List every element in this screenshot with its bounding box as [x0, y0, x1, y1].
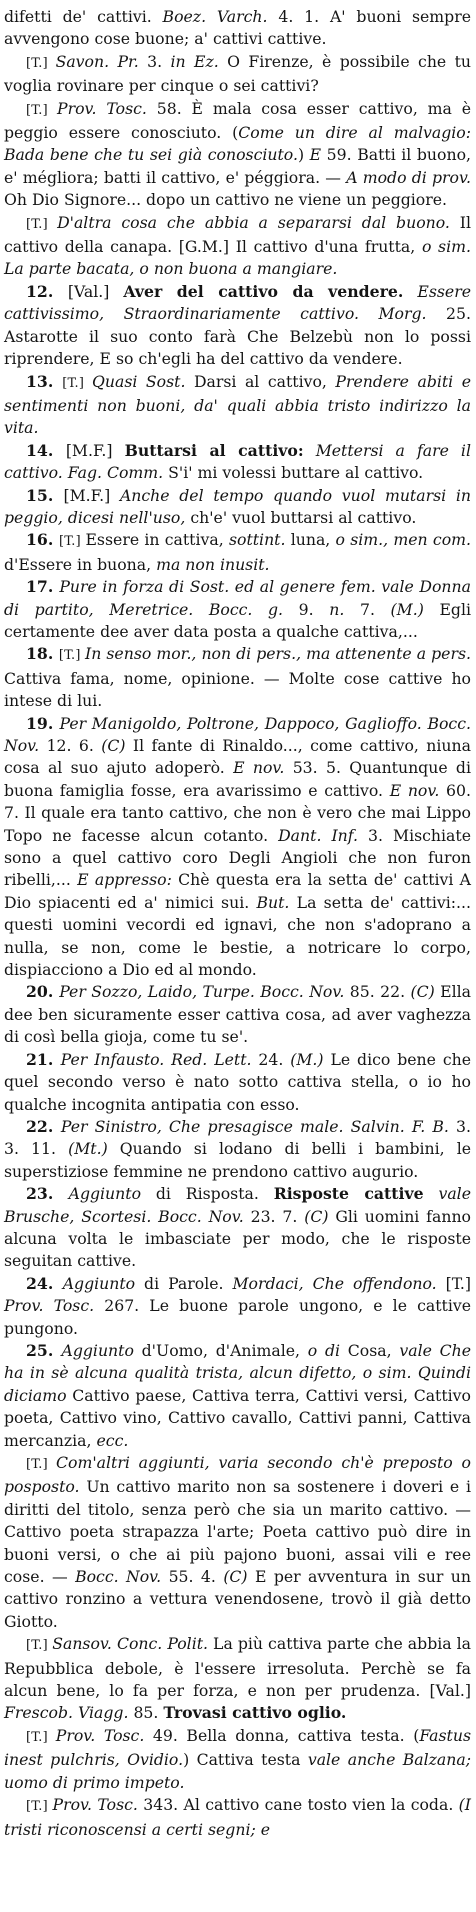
italic-text: Aggiunto	[68, 1184, 142, 1204]
body-text: 9.	[283, 599, 330, 619]
body-text: Oh Dio Signore... dopo un cattivo ne viene un peggiore.	[4, 190, 448, 210]
paragraph-s23	[4, 1183, 471, 1273]
headword-text: 22.	[26, 1116, 61, 1136]
italic-text: Aggiunto	[62, 1273, 136, 1293]
body-text: [T.]	[26, 216, 58, 232]
headword-text: 16.	[26, 530, 60, 550]
italic-text: Mordaci, Che offendono.	[232, 1273, 437, 1293]
body-text: 59. Batti il buono, e' mégliora; batti il cattivo, e' péggiora. —	[4, 145, 472, 187]
italic-text: Savon. Pr.	[55, 51, 139, 71]
body-text: 24.	[251, 1049, 291, 1069]
italic-text: (M.)	[290, 1049, 324, 1069]
italic-text: Pure in forza di Sost. ed al genere fem. vale Donna di partito, Meretrice. Bocc. g.	[4, 577, 471, 619]
body-text: Il cattivo della canapa. [G.M.] Il cattivo d'una frutta,	[4, 212, 472, 257]
body-text: [T.]	[26, 1457, 57, 1472]
paragraph-cont-1	[4, 6, 471, 51]
body-text: S'i' mi volessi buttare al cattivo.	[163, 463, 424, 483]
body-text: Il fante di Rinaldo..., come cattivo, niuna cosa al suo ajuto adoperò.	[4, 736, 471, 778]
italic-text: Prov. Tosc.	[55, 1725, 145, 1745]
paragraph-s22	[4, 1116, 471, 1183]
body-text: O Firenze, è possibile che tu voglia rovinare per cinque o sei cattivi?	[4, 51, 471, 96]
body-text: Chè questa era la setta de' cattivi A Dio spiacenti ed a' nimici sui.	[4, 870, 472, 912]
italic-text: (C)	[410, 982, 435, 1002]
body-text: 85.	[128, 1703, 164, 1723]
italic-text: (C)	[304, 1206, 329, 1226]
body-text: [T.]	[58, 648, 86, 664]
body-text	[424, 1184, 439, 1203]
paragraph-s24	[4, 1273, 471, 1340]
headword-text: Aver del cattivo da vendere.	[123, 281, 404, 301]
paragraph-cont-2	[4, 51, 471, 98]
italic-text: Aggiunto	[61, 1340, 134, 1360]
body-text: [Val.]	[67, 281, 124, 301]
italic-text: Come un dire al malvagio: Bada bene che tu sei già conosciuto.	[4, 123, 471, 165]
italic-text: Boez. Varch.	[162, 7, 268, 26]
italic-text: in Ez.	[170, 51, 219, 71]
headword-text: 14.	[26, 440, 66, 460]
italic-text: n.	[329, 599, 345, 619]
body-text: [T.]	[26, 1799, 53, 1815]
body-text: difetti de' cattivi.	[4, 7, 163, 26]
body-text: [T.]	[436, 1273, 471, 1293]
paragraph-s14	[4, 440, 471, 485]
body-text: 3. 3. 11.	[4, 1116, 471, 1159]
body-text: E per avventura in sur un cattivo ronzino a vettura venendosene, trovò il già detto Giotto.	[4, 1567, 471, 1631]
italic-text: Prov. Tosc.	[52, 1795, 138, 1815]
headword-text: 18.	[26, 644, 59, 664]
body-text: 12. 6.	[39, 736, 102, 755]
italic-text: Com'altri aggiunti, varia secondo ch'è preposto o posposto.	[4, 1453, 471, 1497]
body-text: )	[297, 145, 310, 165]
italic-text: (I tristi riconoscensi a certi segni; e	[4, 1795, 471, 1839]
body-text: 7.	[344, 599, 391, 619]
paragraph-s25	[4, 1340, 471, 1452]
italic-text: D'altra cosa che abbia a separarsi dal buono.	[57, 212, 450, 232]
paragraph-s21	[4, 1049, 471, 1116]
headword-text: 13.	[26, 371, 63, 391]
body-text: [T.]	[26, 55, 56, 71]
body-text: d'Essere in buona,	[4, 554, 157, 574]
italic-text: In senso mor., non di pers., ma attenente a pers.	[85, 644, 471, 664]
body-text: 23. 7.	[243, 1206, 305, 1226]
paragraph-s25-c	[4, 1633, 471, 1725]
italic-text: Quasi Sost.	[92, 371, 186, 391]
italic-text: o di	[307, 1340, 341, 1360]
body-text: La setta de' cattivi:... questi uomini vecordi ed ignavi, che non s'adoprano a nulla, se non, come le bestie, a notricare lo corpo, dispiacciono a Dio ed al mondo.	[4, 892, 471, 980]
italic-text: (Mt.)	[68, 1139, 108, 1159]
body-text: Gli uomini fanno alcuna volta le imbasciate per modo, che le risposte seguitan cattive.	[4, 1206, 471, 1271]
italic-text: o sim., men com.	[335, 530, 471, 550]
paragraph-s15	[4, 485, 471, 530]
body-text: [M.F.]	[63, 485, 120, 505]
italic-text: Fastus inest pulchris, Ovidio.	[4, 1725, 472, 1770]
paragraph-s12	[4, 281, 471, 371]
body-text: ) Cattiva testa	[183, 1750, 308, 1770]
italic-text: Per Infausto. Red. Lett.	[60, 1049, 252, 1069]
italic-text: (M.)	[390, 599, 424, 619]
paragraph-s25-e	[4, 1794, 471, 1841]
headword-text: 12.	[26, 281, 68, 301]
italic-text: Prov. Tosc.	[4, 1296, 95, 1316]
italic-text: But.	[256, 892, 290, 912]
body-text: Cattiva fama, nome, opinione. — Molte cose cattive ho intese di lui.	[4, 668, 471, 711]
dictionary-entry-cattivo	[4, 6, 471, 1841]
paragraph-s25-d	[4, 1725, 471, 1794]
headword-text: Trovasi cattivo oglio.	[163, 1703, 347, 1723]
body-text: d'Uomo, d'Animale,	[133, 1340, 308, 1360]
headword-text: 21.	[26, 1049, 61, 1069]
body-text: 49. Bella donna, cattiva testa. (	[144, 1725, 420, 1745]
body-text: 60. 7. Il quale era tanto cattivo, che non è vero che mai Lippo Topo ne facesse alcun cotanto.	[4, 780, 472, 845]
italic-text: E appresso:	[77, 870, 172, 890]
body-text: Cosa,	[340, 1340, 400, 1360]
italic-text: ecc.	[96, 1430, 129, 1450]
italic-text: Mettersi a fare il cattivo. Fag. Comm.	[4, 440, 471, 483]
italic-text: E nov.	[389, 780, 440, 800]
body-text: Le dico bene che quel secondo verso è nato sotto cattiva stella, o io ho qualche incognita antipatia con esso.	[4, 1049, 472, 1114]
body-text: Egli certamente dee aver data posta a qualche cattiva,...	[4, 599, 471, 641]
body-text: 3.	[138, 51, 171, 71]
body-text: Quando si lodano di belli i bambini, le superstiziose femmine ne prendono cattivo augurio.	[4, 1139, 472, 1181]
body-text: 3. Mischiate sono a quel cattivo coro Degli Angioli che non furon ribelli,...	[4, 825, 471, 890]
headword-text: 25.	[26, 1340, 62, 1360]
body-text: [T.]	[62, 375, 92, 391]
body-text: 343. Al cattivo cane tosto vien la coda.	[137, 1795, 459, 1815]
headword-text: 15.	[26, 485, 64, 505]
italic-text: Frescob. Viagg.	[4, 1703, 129, 1723]
body-text: Ella dee ben sicuramente esser cattiva cosa, ad aver vaghezza di così bella gioja, come tu se'.	[4, 982, 471, 1047]
italic-text: E	[309, 145, 322, 165]
italic-text: (C)	[223, 1567, 248, 1587]
body-text: 25. Astarotte il suo conto farà Che Belzebù non lo possi riprendere, E so ch'egli ha del cattivo da vendere.	[4, 304, 471, 369]
italic-text: Essere cattivissimo, Straordinariamente cattivo. Morg.	[4, 281, 471, 324]
body-text: [T.]	[59, 534, 86, 550]
body-text: Darsi al cattivo,	[185, 371, 336, 391]
italic-text: Prendere abiti e sentimenti non buoni, da' quali abbia tristo indirizzo la vita.	[4, 371, 471, 438]
italic-text: o sim. La parte bacata, o non buona a mangiare.	[4, 237, 471, 279]
headword-text: 24.	[26, 1273, 63, 1293]
headword-text: Risposte cattive	[273, 1184, 424, 1204]
italic-text: Per Manigoldo, Poltrone, Dappoco, Gaglioffo. Bocc. Nov.	[4, 713, 471, 755]
headword-text: 23.	[26, 1184, 69, 1204]
body-text: [T.]	[26, 1638, 53, 1654]
body-text	[304, 441, 316, 460]
headword-text: 19.	[26, 713, 60, 733]
italic-text: ma non inusit.	[156, 554, 270, 574]
paragraph-cont-3	[4, 98, 471, 212]
body-text: 267. Le buone parole ungono, e le cattive pungono.	[4, 1296, 472, 1338]
body-text: [T.]	[26, 1729, 56, 1745]
italic-text: Prov. Tosc.	[57, 98, 147, 118]
italic-text: sottint.	[228, 530, 286, 550]
body-text: 58. È mala cosa esser cattivo, ma è peggio essere conosciuto. (	[4, 98, 472, 143]
paragraph-s13	[4, 371, 471, 440]
body-text: 53. 5. Quantunque di buona famiglia fosse, era avarissimo e cattivo.	[4, 758, 471, 800]
italic-text: A modo di prov.	[346, 167, 471, 187]
paragraph-cont-4	[4, 212, 471, 281]
body-text: Cattivo paese, Cattiva terra, Cattivi versi, Cattivo poeta, Cattivo vino, Cattivo cavallo, Cattivi panni, Cattiva mercanzia,	[4, 1385, 471, 1450]
paragraph-s18	[4, 643, 471, 712]
italic-text: (C)	[101, 736, 126, 755]
italic-text: vale Brusche, Scortesi. Bocc. Nov.	[4, 1184, 471, 1226]
body-text: [T.]	[26, 102, 58, 118]
italic-text: Dant. Inf.	[278, 825, 358, 845]
paragraph-s20	[4, 981, 471, 1048]
paragraph-s25-b	[4, 1452, 471, 1633]
body-text: di Parole.	[135, 1273, 233, 1293]
body-text: [M.F.]	[65, 440, 125, 460]
body-text: Un cattivo marito non sa sostenere i doveri e i diritti del titolo, senza però che sia un marito cattivo. — Cattivo poeta strapazza l'arte; Poeta cattivo può dire in buoni versi, o che ai più pajono buoni, assai vili e ree cose. —	[4, 1477, 471, 1587]
italic-text: E nov.	[233, 758, 285, 778]
headword-text: Buttarsi al cattivo:	[124, 440, 304, 460]
paragraph-s16	[4, 529, 471, 576]
italic-text: vale anche Balzana; uomo di primo impeto.	[4, 1750, 471, 1792]
body-text: ch'e' vuol buttarsi al cattivo.	[185, 507, 417, 527]
italic-text: Per Sinistro, Che presagisce male. Salvin. F. B.	[60, 1116, 449, 1136]
italic-text: Bocc. Nov.	[75, 1567, 162, 1587]
headword-text: 20.	[26, 982, 60, 1002]
body-text: La più cattiva parte che abbia la Repubblica debole, è l'essere irresoluta. Perchè se fa alcun bene, lo fa per forza, e non per prudenza. [Val.]	[4, 1634, 472, 1701]
italic-text: Per Sozzo, Laido, Turpe. Bocc. Nov.	[59, 982, 345, 1002]
body-text: Essere in cattiva,	[85, 530, 229, 550]
italic-text: Sansov. Conc. Polit.	[52, 1634, 209, 1654]
body-text	[403, 282, 417, 301]
italic-text: vale Che ha in sè alcuna qualità trista, alcun difetto, o sim. Quindi diciamo	[4, 1340, 472, 1405]
body-text: 4. 1. A' buoni sempre avvengono cose buone; a' cattivi cattive.	[4, 7, 471, 49]
paragraph-s19	[4, 713, 471, 982]
body-text: di Risposta.	[141, 1184, 274, 1204]
body-text: luna,	[285, 530, 336, 550]
body-text: 55. 4.	[161, 1567, 224, 1587]
headword-text: 17.	[26, 577, 60, 597]
body-text: 85. 22.	[344, 982, 411, 1002]
paragraph-s17	[4, 576, 471, 643]
italic-text: Anche del tempo quando vuol mutarsi in peggio, dicesi nell'uso,	[4, 485, 471, 527]
